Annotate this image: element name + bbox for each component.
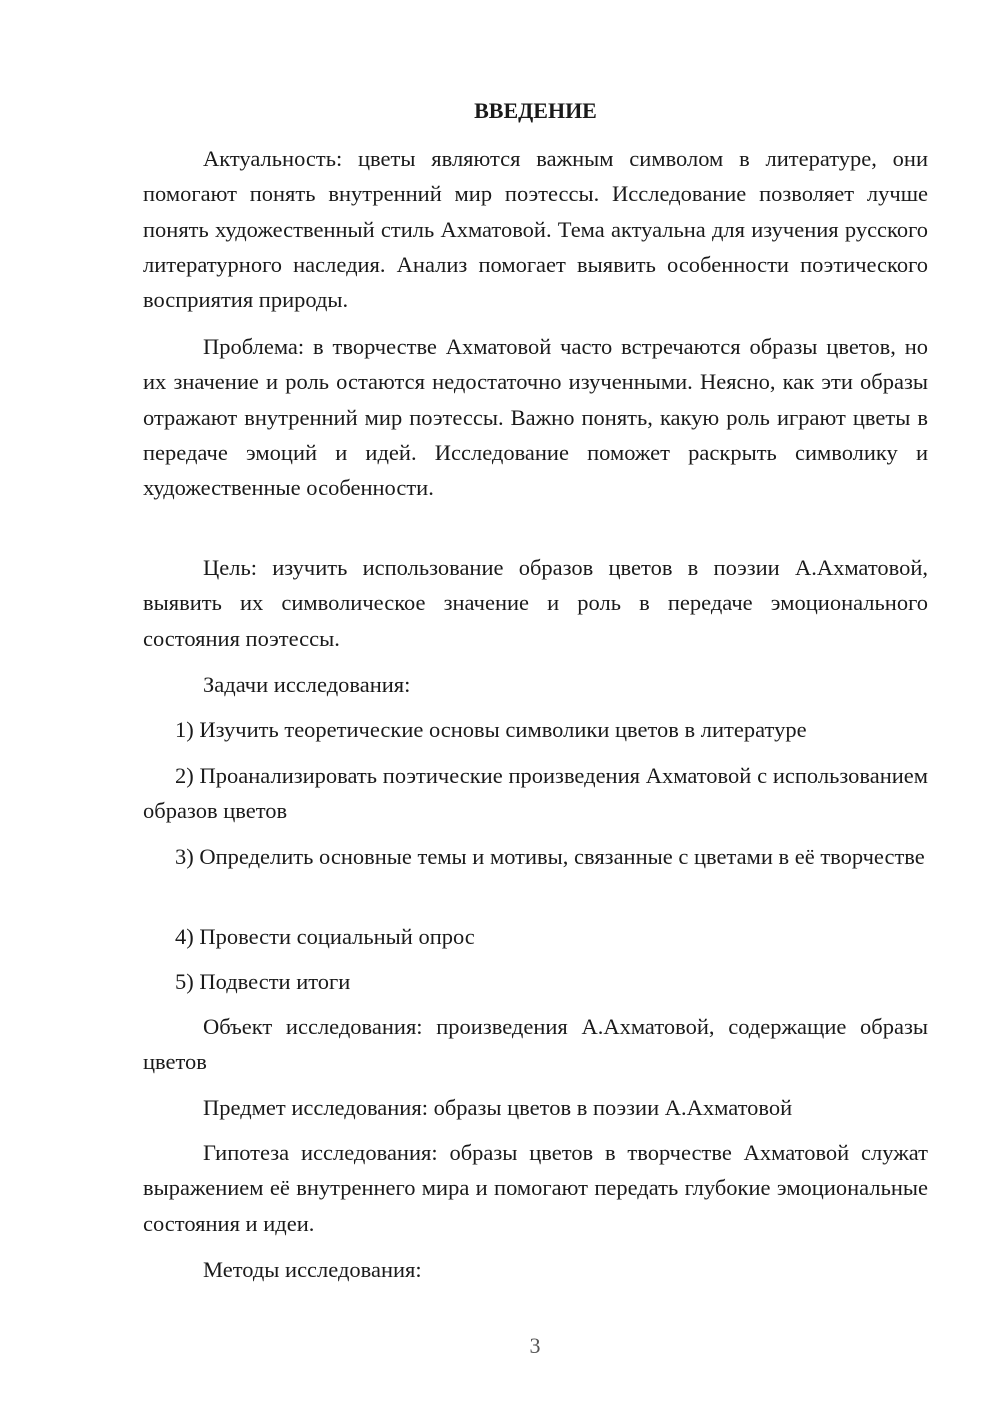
object-paragraph: Объект исследования: произведения А.Ахматовой, содержащие образы цветов (143, 1014, 928, 1075)
relevance-paragraph: Актуальность: цветы являются важным символом в литературе, они помогают понять внутренний мир поэтессы. Исследование позволяет лучше понять художественный стиль Ахматовой. Тема актуальна для изучения русского литературного наследия. Анализ помогает выявить особенности поэтического восприятия природы. (143, 146, 928, 313)
task-item-5: 5) Подвести итоги (175, 969, 351, 994)
task-item-4: 4) Провести социальный опрос (175, 924, 475, 949)
goal-paragraph: Цель: изучить использование образов цветов в поэзии А.Ахматовой, выявить их символическое значение и роль в передаче эмоционального состояния поэтессы. (143, 555, 928, 651)
task-item-2: 2) Проанализировать поэтические произведения Ахматовой с использованием образов цветов (143, 763, 928, 824)
page-number: 3 (529, 1333, 541, 1358)
section-heading: ВВЕДЕНИЕ (474, 98, 597, 123)
task-item-3: 3) Определить основные темы и мотивы, связанные с цветами в её творчестве (175, 844, 925, 869)
methods-heading: Методы исследования: (203, 1257, 422, 1282)
hypothesis-paragraph: Гипотеза исследования: образы цветов в творчестве Ахматовой служат выражением её внутреннего мира и помогают передать глубокие эмоциональные состояния и идеи. (143, 1140, 928, 1236)
problem-paragraph: Проблема: в творчестве Ахматовой часто встречаются образы цветов, но их значение и роль остаются недостаточно изученными. Неясно, как эти образы отражают внутренний мир поэтессы. Важно понять, какую роль играют цветы в передаче эмоций и идей. Исследование поможет раскрыть символику и художественные особенности. (143, 334, 928, 501)
task-item-1: 1) Изучить теоретические основы символики цветов в литературе (175, 717, 807, 742)
subject-paragraph: Предмет исследования: образы цветов в поэзии А.Ахматовой (203, 1095, 793, 1120)
tasks-heading: Задачи исследования: (203, 672, 411, 697)
